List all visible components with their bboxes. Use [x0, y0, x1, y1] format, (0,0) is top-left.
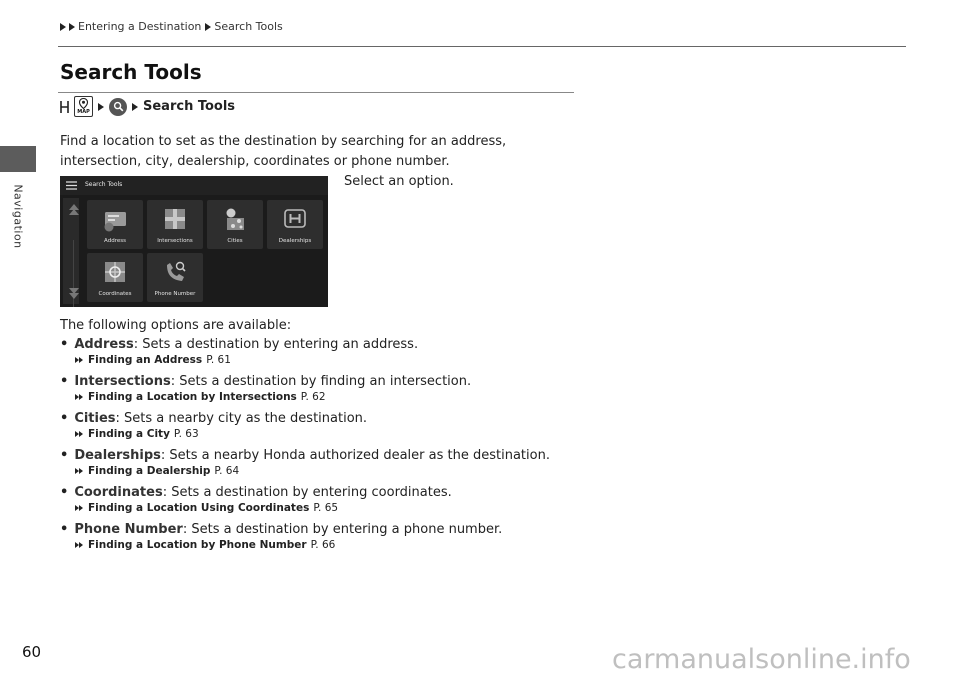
- title-rule: [58, 92, 574, 93]
- navigation-path: [60, 96, 235, 117]
- screen-header: [60, 176, 328, 195]
- bullet-icon: •: [60, 411, 69, 426]
- breadcrumb-arrow-icon: [60, 23, 66, 31]
- option-item-intersections: [60, 374, 620, 403]
- path-arrow-icon: [132, 103, 138, 111]
- screen-tile-phone-number: [147, 253, 203, 302]
- path-final-step: Search Tools: [143, 99, 236, 114]
- cross-reference-link[interactable]: [74, 391, 620, 403]
- cross-reference-arrow-icon: [74, 392, 84, 402]
- option-name: Dealerships: [74, 448, 161, 463]
- screen-tile-dealerships: [267, 200, 323, 249]
- tile-label: Phone Number: [154, 291, 196, 297]
- address-icon: [102, 206, 128, 232]
- map-button-icon: [74, 96, 93, 117]
- header-rule: [58, 46, 906, 47]
- section-tab-marker: [0, 146, 36, 172]
- breadcrumb-arrow-icon: [205, 23, 211, 31]
- tile-label: Cities: [227, 238, 243, 244]
- breadcrumb-current: Search Tools: [214, 20, 283, 33]
- cross-reference-title: Finding a Location by Phone Number: [88, 539, 307, 551]
- cross-reference-title: Finding a Location Using Coordinates: [88, 502, 310, 514]
- option-name: Cities: [74, 411, 116, 426]
- cross-reference-link[interactable]: [74, 502, 620, 514]
- cross-reference-arrow-icon: [74, 540, 84, 550]
- cross-reference-title: Finding an Address: [88, 354, 203, 366]
- cross-reference-link[interactable]: [74, 465, 620, 477]
- bullet-icon: •: [60, 522, 69, 537]
- cross-reference-title: Finding a Location by Intersections: [88, 391, 297, 403]
- option-item-address: [60, 337, 620, 366]
- step-instruction: Select an option.: [344, 174, 454, 189]
- option-item-cities: [60, 411, 620, 440]
- screen-tile-coordinates: [87, 253, 143, 302]
- page-number: 60: [22, 643, 42, 661]
- cross-reference-page: P. 66: [310, 539, 336, 551]
- cities-icon: [222, 206, 248, 232]
- screen-title: Search Tools: [85, 181, 123, 188]
- option-description: : Sets a destination by entering coordinates.: [162, 485, 452, 500]
- option-description: : Sets a nearby city as the destination.: [115, 411, 368, 426]
- screen-tile-intersections: [147, 200, 203, 249]
- bullet-icon: •: [60, 485, 69, 500]
- path-arrow-icon: [98, 103, 104, 111]
- scroll-up-icon: [69, 209, 79, 215]
- bullet-icon: •: [60, 448, 69, 463]
- cross-reference-page: P. 65: [313, 502, 339, 514]
- tile-label: Address: [104, 238, 126, 244]
- cross-reference-page: P. 62: [300, 391, 326, 403]
- honda-logo-icon: [282, 206, 308, 232]
- tile-label: Intersections: [157, 238, 193, 244]
- bullet-icon: •: [60, 337, 69, 352]
- scroll-bottom-icon: [69, 293, 79, 299]
- cross-reference-page: P. 61: [206, 354, 231, 366]
- phone-search-icon: [162, 259, 188, 285]
- option-description: : Sets a destination by entering an address.: [133, 337, 419, 352]
- option-name: Address: [74, 337, 134, 352]
- search-icon: [109, 98, 127, 116]
- screen-tile-address: [87, 200, 143, 249]
- cross-reference-arrow-icon: [74, 466, 84, 476]
- tile-label: Dealerships: [278, 238, 312, 244]
- screen-tile-cities: [207, 200, 263, 249]
- bullet-icon: •: [60, 374, 69, 389]
- option-item-phone-number: [60, 522, 620, 551]
- home-button-icon: [60, 100, 69, 114]
- breadcrumb-arrow-icon: [69, 23, 75, 31]
- cross-reference-arrow-icon: [74, 355, 84, 365]
- option-name: Coordinates: [74, 485, 163, 500]
- cross-reference-link[interactable]: [74, 539, 620, 551]
- screen-screenshot: [60, 176, 328, 307]
- cross-reference-title: Finding a City: [88, 428, 170, 440]
- option-description: : Sets a destination by finding an intersection.: [170, 374, 472, 389]
- cross-reference-arrow-icon: [74, 429, 84, 439]
- breadcrumb-link-entering-destination[interactable]: Entering a Destination: [78, 20, 202, 33]
- cross-reference-arrow-icon: [74, 503, 84, 513]
- breadcrumb: [60, 20, 283, 33]
- watermark: carmanualsonline.info: [612, 644, 911, 675]
- cross-reference-page: P. 64: [214, 465, 240, 477]
- intersection-icon: [162, 206, 188, 232]
- option-description: : Sets a destination by entering a phone number.: [182, 522, 503, 537]
- intro-paragraph: Find a location to set as the destination by searching for an address, intersection, city, dealership, coordinates or phone number.: [60, 134, 507, 169]
- option-item-coordinates: [60, 485, 620, 514]
- cross-reference-link[interactable]: [74, 428, 620, 440]
- options-lead-in: The following options are available:: [60, 318, 292, 333]
- option-item-dealerships: [60, 448, 620, 477]
- cross-reference-title: Finding a Dealership: [88, 465, 211, 477]
- tile-label: Coordinates: [98, 291, 132, 297]
- map-button-label: MAP: [77, 109, 90, 115]
- cross-reference-link[interactable]: [74, 354, 620, 366]
- option-name: Phone Number: [74, 522, 183, 537]
- menu-icon: [66, 181, 77, 190]
- section-tab-label: Navigation: [11, 184, 25, 249]
- cross-reference-page: P. 63: [173, 428, 199, 440]
- page-title: Search Tools: [60, 60, 202, 84]
- coordinates-icon: [102, 259, 128, 285]
- screen-scroll-rail: [63, 198, 79, 304]
- option-description: : Sets a nearby Honda authorized dealer as the destination.: [160, 448, 550, 463]
- option-name: Intersections: [74, 374, 171, 389]
